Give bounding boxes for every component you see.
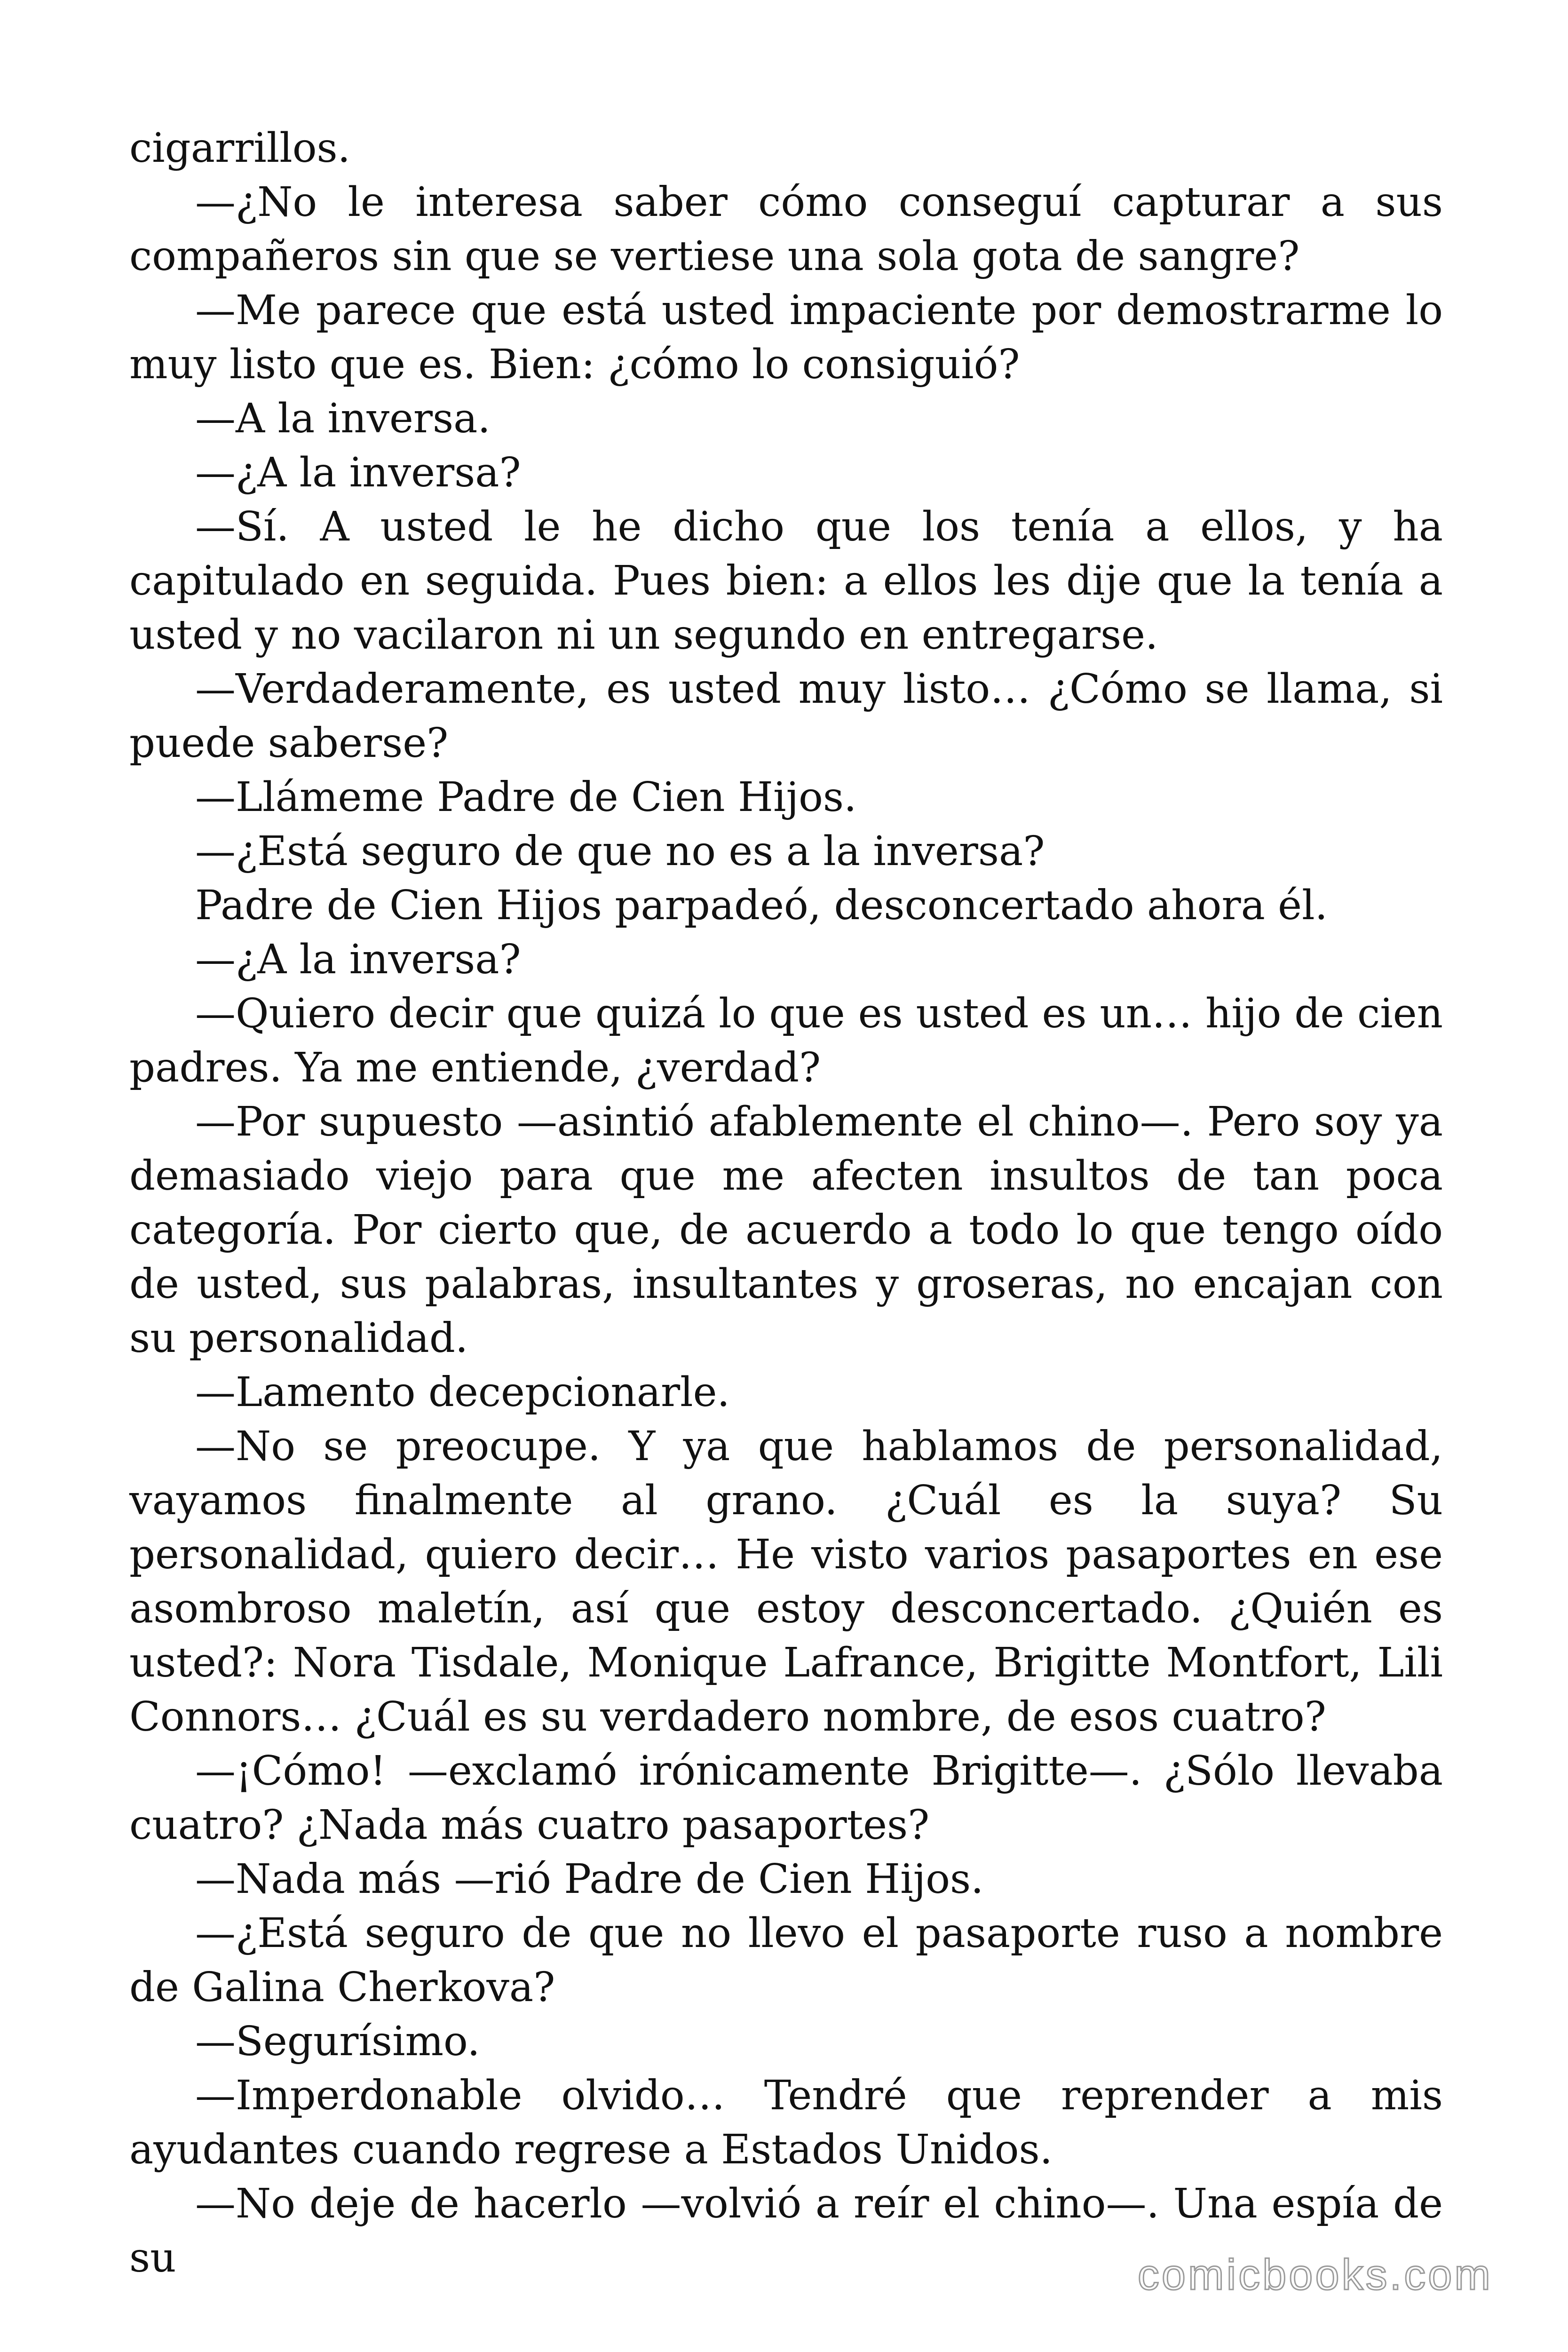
paragraph: —Lamento decepcionarle.	[195, 1369, 730, 1416]
paragraph: Padre de Cien Hijos parpadeó, desconcertado ahora él.	[195, 882, 1328, 929]
paragraph: —Verdaderamente, es usted muy listo… ¿Cómo se llama, si puede saberse?	[129, 666, 1443, 767]
paragraph: —¿No le interesa saber cómo conseguí capturar a sus compañeros sin que se vertiese una sola gota de sangre?	[129, 179, 1443, 280]
paragraph: —No deje de hacerlo —volvió a reír el chino—. Una espía de su	[129, 2180, 1443, 2281]
paragraph: cigarrillos.	[129, 125, 350, 172]
paragraph: —¿Está seguro de que no es a la inversa?	[195, 828, 1045, 875]
paragraph: —Sí. A usted le he dicho que los tenía a ellos, y ha capitulado en seguida. Pues bien: a ellos les dije que la tenía a usted y no vacilaron ni un segundo en entregarse.	[129, 503, 1443, 659]
paragraph: —No se preocupe. Y ya que hablamos de personalidad, vayamos finalmente al grano. ¿Cuál es la suya? Su personalidad, quiero decir… He visto varios pasaportes en ese asombroso maletín, así que estoy desconcertado. ¿Quién es usted?: Nora Tisdale, Monique Lafrance, Brigitte Montfort, Lili Connors… ¿Cuál es su verdadero nombre, de esos cuatro?	[129, 1423, 1443, 1740]
book-page-text	[129, 121, 1443, 2285]
paragraph: —¿A la inversa?	[195, 936, 521, 983]
watermark: comicbooks.com	[1137, 2251, 1493, 2299]
paragraph: —¿A la inversa?	[195, 449, 521, 496]
paragraph: —Por supuesto —asintió afablemente el chino—. Pero soy ya demasiado viejo para que me afecten insultos de tan poca categoría. Por cierto que, de acuerdo a todo lo que tengo oído de usted, sus palabras, insultantes y groseras, no encajan con su personalidad.	[129, 1098, 1443, 1362]
paragraph: —¡Cómo! —exclamó irónicamente Brigitte—. ¿Sólo llevaba cuatro? ¿Nada más cuatro pasaportes?	[129, 1748, 1443, 1849]
paragraph: —A la inversa.	[195, 395, 491, 442]
paragraph: —¿Está seguro de que no llevo el pasaporte ruso a nombre de Galina Cherkova?	[129, 1910, 1443, 2011]
paragraph: —Me parece que está usted impaciente por demostrarme lo muy listo que es. Bien: ¿cómo lo consiguió?	[129, 287, 1443, 388]
paragraph: —Llámeme Padre de Cien Hijos.	[195, 774, 857, 821]
paragraph: —Quiero decir que quizá lo que es usted es un… hijo de cien padres. Ya me entiende, ¿verdad?	[129, 990, 1443, 1091]
paragraph: —Imperdonable olvido… Tendré que reprender a mis ayudantes cuando regrese a Estados Unidos.	[129, 2072, 1443, 2173]
paragraph: —Nada más —rió Padre de Cien Hijos.	[195, 1856, 984, 1903]
paragraph: —Segurísimo.	[195, 2018, 480, 2065]
